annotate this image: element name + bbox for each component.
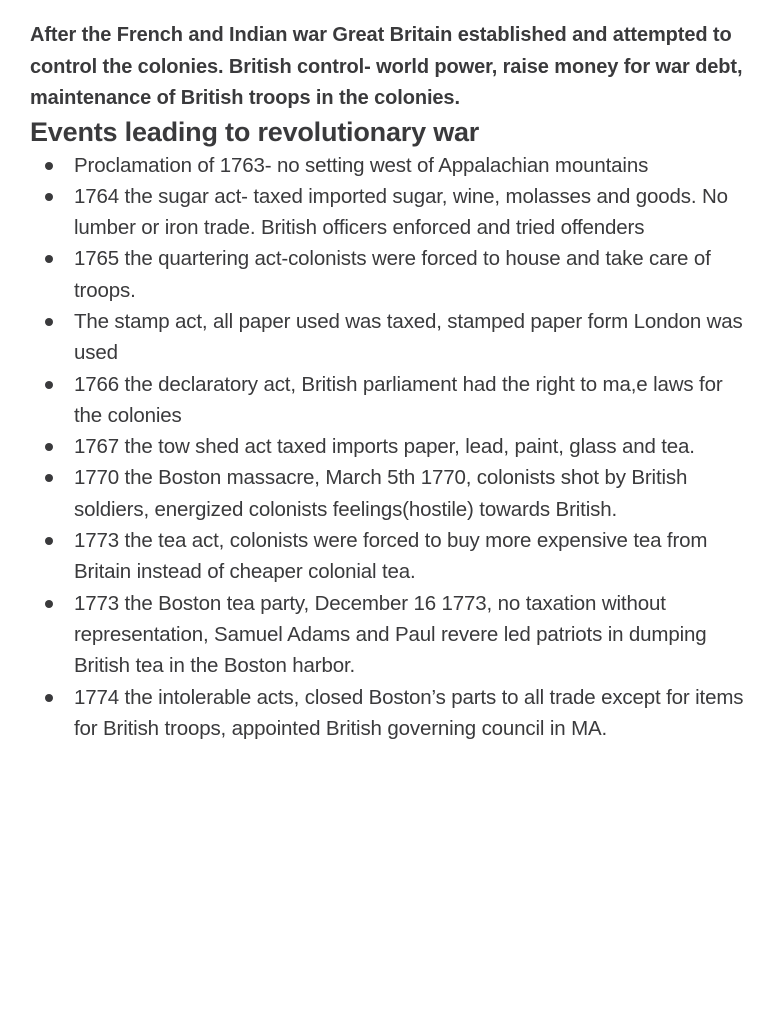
list-item <box>30 588 750 682</box>
bullet-icon <box>45 600 53 608</box>
list-item <box>30 150 750 181</box>
list-item <box>30 525 750 588</box>
bullet-icon <box>45 193 53 201</box>
list-item-text: Proclamation of 1763- no setting west of Appalachian mountains <box>74 153 649 177</box>
bullet-icon <box>45 255 53 263</box>
intro-paragraph: After the French and Indian war Great Britain established and attempted to control the colonies. British control- world power, raise money for war debt, maintenance of British troops in the colonies. <box>30 24 743 109</box>
list-item-text: 1764 the sugar act- taxed imported sugar, wine, molasses and goods. No lumber or iron trade. British officers enforced and tried offenders <box>74 184 728 240</box>
list-item <box>30 306 750 369</box>
list-item <box>30 682 750 745</box>
note-body[interactable] <box>30 20 750 744</box>
list-item <box>30 369 750 432</box>
bullet-icon <box>45 381 53 389</box>
list-item-text: 1766 the declaratory act, British parliament had the right to ma,e laws for the colonies <box>74 372 723 427</box>
list-item-text: 1770 the Boston massacre, March 5th 1770, colonists shot by British soldiers, energized colonists feelings(hostile) towards British. <box>74 466 688 521</box>
list-item-text: 1774 the intolerable acts, closed Boston’s parts to all trade except for items for British troops, appointed British governing council in MA. <box>74 685 744 740</box>
list-item-text: The stamp act, all paper used was taxed, stamped paper form London was used <box>74 309 743 365</box>
section-heading: Events leading to revolutionary war <box>30 116 480 147</box>
list-item-text: 1773 the Boston tea party, December 16 1773, no taxation without representation, Samuel Adams and Paul revere led patriots in dumping British tea in the Boston harbor. <box>74 591 707 678</box>
list-item-text: 1765 the quartering act-colonists were forced to house and take care of troops. <box>74 247 711 302</box>
list-item <box>30 462 750 525</box>
list-item-text: 1773 the tea act, colonists were forced to buy more expensive tea from Britain instead of cheaper colonial tea. <box>74 529 708 584</box>
bullet-icon <box>45 474 53 482</box>
bullet-icon <box>45 318 53 326</box>
list-item <box>30 181 750 244</box>
bullet-icon <box>45 443 53 451</box>
bullet-icon <box>45 694 53 702</box>
list-item <box>30 431 750 462</box>
list-item <box>30 243 750 306</box>
bullet-icon <box>45 162 53 170</box>
bullet-icon <box>45 537 53 545</box>
events-list <box>30 150 750 745</box>
list-item-text: 1767 the tow shed act taxed imports paper, lead, paint, glass and tea. <box>74 435 695 459</box>
